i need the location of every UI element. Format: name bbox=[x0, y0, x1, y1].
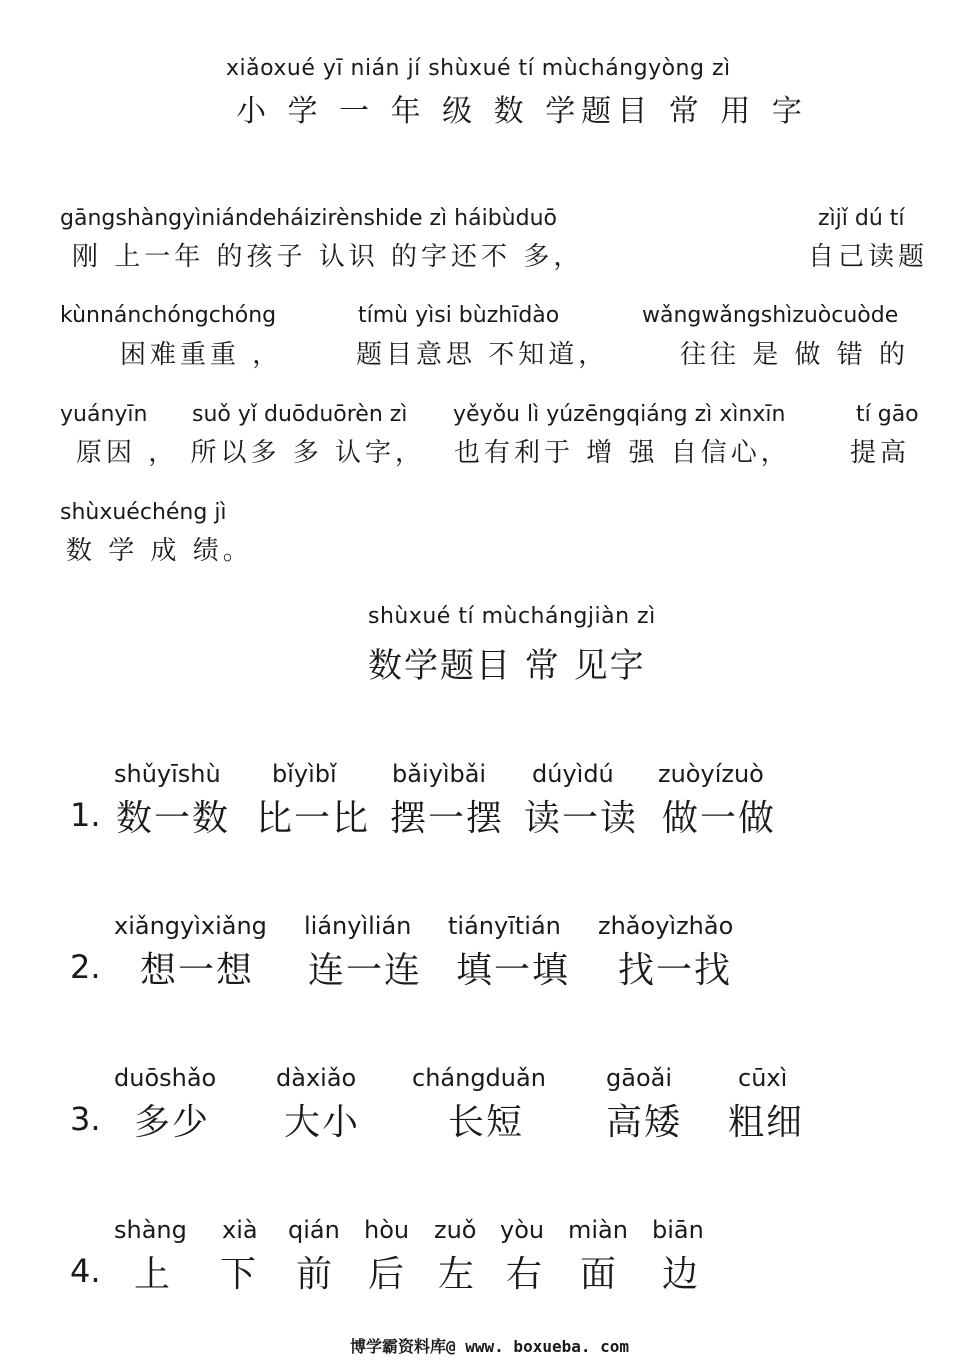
row-item-hanzi: 想一想 bbox=[140, 950, 255, 991]
row-item-pinyin: tiányītián bbox=[448, 912, 561, 940]
intro-line2-hanzi-c: 往往 是 做 错 的 bbox=[680, 340, 910, 370]
row-item-pinyin: shàng bbox=[114, 1216, 187, 1244]
title-pinyin: xiǎoxué yī nián jí shùxué tí mùchángyòng zì bbox=[226, 56, 731, 81]
row-item-pinyin: xià bbox=[222, 1216, 258, 1244]
row-item-hanzi: 上 bbox=[134, 1254, 173, 1295]
row-item-pinyin: bǐyìbǐ bbox=[272, 760, 337, 788]
row-item-pinyin: yòu bbox=[500, 1216, 545, 1244]
row-item-pinyin: chángduǎn bbox=[412, 1064, 546, 1092]
title-hanzi: 小 学 一 年 级 数 学题目 常 用 字 bbox=[236, 94, 808, 129]
intro-line3-pinyin-a: yuányīn bbox=[60, 402, 148, 427]
row-item-pinyin: zhǎoyìzhǎo bbox=[598, 912, 734, 940]
section-pinyin: shùxué tí mùchángjiàn zì bbox=[368, 604, 656, 629]
row-item-pinyin: miàn bbox=[568, 1216, 628, 1244]
intro-line1-pinyin: gāngshàngyìniándeháizirènshide zì háibùduō bbox=[60, 206, 557, 231]
row-item-pinyin: biān bbox=[652, 1216, 704, 1244]
row-item-hanzi: 面 bbox=[580, 1254, 619, 1295]
row-item-hanzi: 高矮 bbox=[606, 1102, 683, 1143]
intro-line2-hanzi-a: 困难重重 ， bbox=[120, 340, 283, 370]
intro-line2-pinyin-c: wǎngwǎngshìzuòcuòde bbox=[642, 303, 899, 328]
row-item-pinyin: qián bbox=[288, 1216, 340, 1244]
intro-line3-pinyin-b: suǒ yǐ duōduōrèn zì bbox=[192, 402, 408, 427]
row-item-pinyin: dàxiǎo bbox=[276, 1064, 357, 1092]
row-item-hanzi: 连一连 bbox=[308, 950, 423, 991]
row-item-hanzi: 右 bbox=[506, 1254, 545, 1295]
row-item-hanzi: 长短 bbox=[448, 1102, 525, 1143]
intro-line4-hanzi: 数 学 成 绩。 bbox=[66, 536, 253, 566]
row-item-pinyin: bǎiyìbǎi bbox=[392, 760, 487, 788]
intro-line2-pinyin-b: tímù yìsi bùzhīdào bbox=[358, 303, 560, 328]
row-item-hanzi: 多少 bbox=[134, 1102, 211, 1143]
row-item-hanzi: 做一做 bbox=[662, 798, 777, 839]
row-item-pinyin: zuǒ bbox=[434, 1216, 477, 1244]
intro-line4-pinyin: shùxuéchéng jì bbox=[60, 500, 227, 525]
row-item-hanzi: 找一找 bbox=[618, 950, 733, 991]
intro-line1-hanzi-right: 自己读题 bbox=[808, 242, 929, 272]
section-hanzi: 数学题目 常 见字 bbox=[368, 646, 646, 686]
intro-line1-pinyin-right: zìjǐ dú tí bbox=[818, 206, 905, 231]
row-item-pinyin: dúyìdú bbox=[532, 760, 614, 788]
intro-line3-pinyin-d: tí gāo bbox=[856, 402, 919, 427]
row-number: 3. bbox=[70, 1100, 101, 1138]
intro-line3-hanzi-c: 提高 bbox=[850, 438, 911, 468]
row-number: 2. bbox=[70, 948, 101, 986]
row-item-hanzi: 数一数 bbox=[116, 798, 231, 839]
row-item-pinyin: xiǎngyìxiǎng bbox=[114, 912, 267, 940]
intro-line2-pinyin-a: kùnnánchóngchóng bbox=[60, 303, 277, 328]
row-item-hanzi: 比一比 bbox=[256, 798, 371, 839]
row-item-hanzi: 前 bbox=[296, 1254, 335, 1295]
intro-line2-hanzi-b: 题目意思 不知道， bbox=[356, 340, 609, 370]
row-item-pinyin: zuòyízuò bbox=[658, 760, 764, 788]
row-number: 1. bbox=[70, 796, 101, 834]
row-item-pinyin: cūxì bbox=[738, 1064, 788, 1092]
row-item-hanzi: 摆一摆 bbox=[390, 798, 505, 839]
row-item-hanzi: 填一填 bbox=[456, 950, 571, 991]
row-item-pinyin: shǔyīshù bbox=[114, 760, 221, 788]
row-item-pinyin: liányìlián bbox=[304, 912, 412, 940]
row-item-hanzi: 下 bbox=[220, 1254, 259, 1295]
row-number: 4. bbox=[70, 1252, 101, 1290]
row-item-hanzi: 读一读 bbox=[524, 798, 639, 839]
intro-line1-hanzi: 刚 上一年 的孩子 认识 的字还不 多， bbox=[72, 242, 584, 272]
row-item-hanzi: 边 bbox=[662, 1254, 701, 1295]
row-item-hanzi: 后 bbox=[368, 1254, 407, 1295]
row-item-pinyin: gāoǎi bbox=[606, 1064, 672, 1092]
intro-line3-pinyin-c: yěyǒu lì yúzēngqiáng zì xìnxīn bbox=[453, 402, 786, 427]
intro-line3-hanzi-b: 也有利于 增 强 自信心， bbox=[454, 438, 791, 468]
intro-line3-hanzi-a: 原因 ， 所以多 多 认字， bbox=[76, 438, 426, 468]
row-item-pinyin: duōshǎo bbox=[114, 1064, 217, 1092]
row-item-hanzi: 粗细 bbox=[728, 1102, 805, 1143]
row-item-pinyin: hòu bbox=[364, 1216, 410, 1244]
footer-watermark: 博学霸资料库@ www. boxueba. com bbox=[350, 1337, 630, 1356]
row-item-hanzi: 大小 bbox=[284, 1102, 361, 1143]
row-item-hanzi: 左 bbox=[438, 1254, 477, 1295]
